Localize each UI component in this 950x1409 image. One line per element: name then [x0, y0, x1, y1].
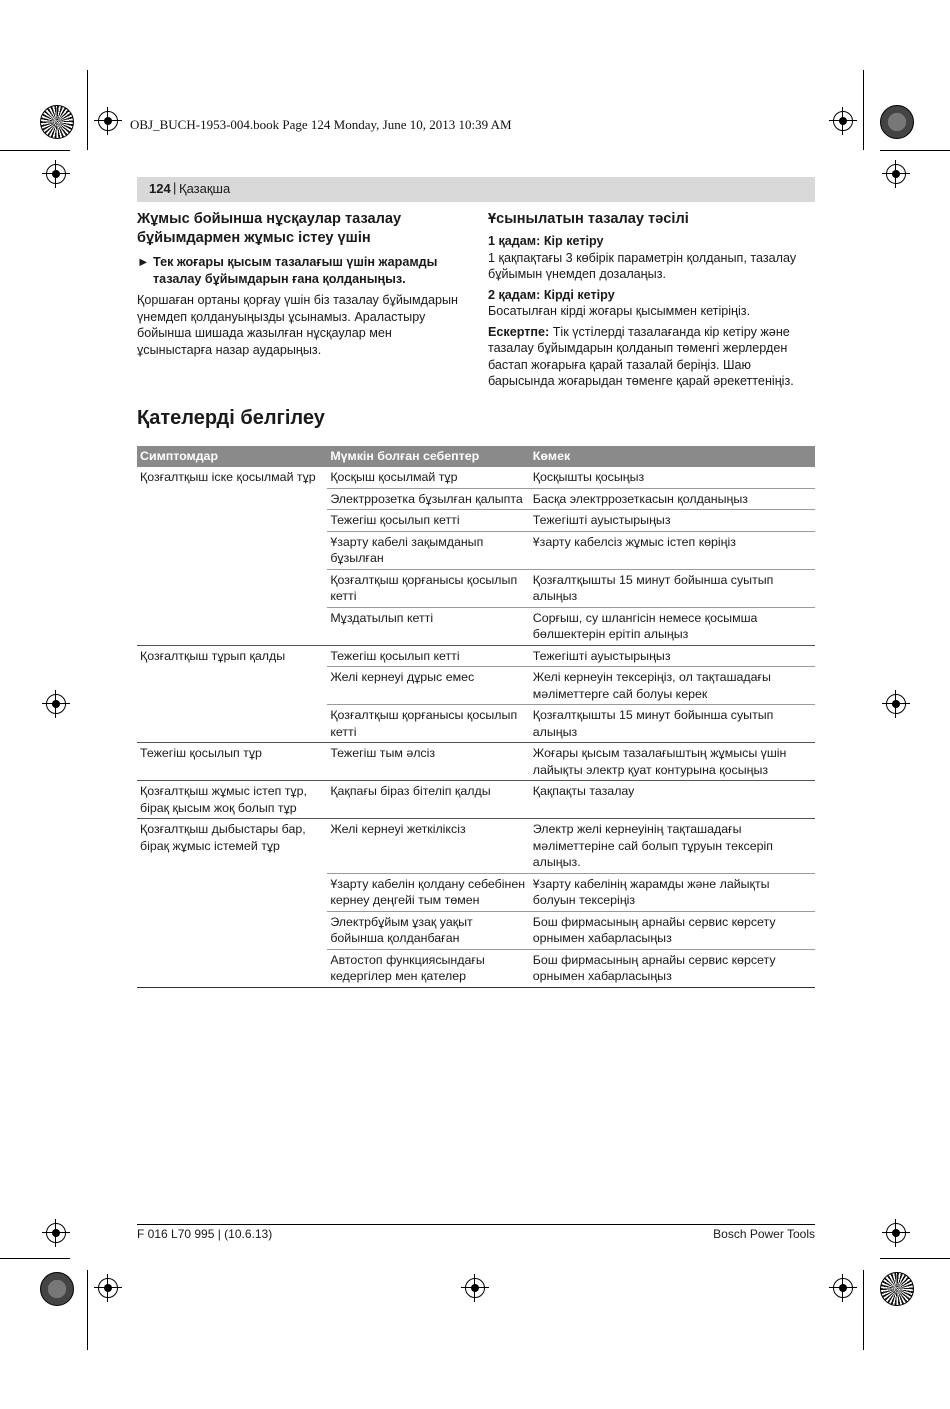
cause-cell: Ұзарту кабелін қолдану себебінен кернеу деңгейі тым төмен: [327, 873, 529, 911]
crop-mark: [0, 150, 70, 151]
bullet-text: Тек жоғары қысым тазалағыш үшін жарамды тазалау бұйымдарын ғана қолданыңыз.: [153, 255, 438, 286]
crop-mark: [863, 1270, 864, 1350]
note-text: Тік үстілерді тазалағанда кір кетіру және тазалау бұйымдарын қолданып төменгі жерлерден бастап жоғарыға қарай тазалай беріңіз. Шаю барысында жоғарыдан төменге қарай әрекеттеніңіз.: [488, 324, 794, 388]
remedy-cell: Басқа электррозеткасын қолданыңыз: [530, 488, 815, 510]
remedy-cell: Қозғалтқышты 15 минут бойынша суытып алыңыз: [530, 705, 815, 743]
step1-title: 1 қадам: Кір кетіру: [488, 234, 604, 248]
crop-mark: [863, 70, 864, 150]
registration-mark-icon: [882, 690, 910, 718]
page-number: 124: [149, 181, 171, 196]
left-heading: Жұмыс бойынша нұсқаулар тазалау бұйымдармен жұмыс істеу үшін: [137, 211, 402, 246]
cause-cell: Желі кернеуі дұрыс емес: [327, 667, 529, 705]
gray-disc-icon: [880, 105, 914, 139]
symptom-cell: [137, 488, 327, 510]
table-row: [137, 645, 815, 667]
table-row: [137, 607, 815, 645]
cause-cell: Қозғалтқыш қорғанысы қосылып кетті: [327, 569, 529, 607]
symptom-cell: [137, 667, 327, 705]
note: [488, 324, 815, 390]
cause-cell: Тежегіш қосылып кетті: [327, 645, 529, 667]
remedy-cell: Ұзарту кабелінің жарамды және лайықты болуын тексеріңіз: [530, 873, 815, 911]
color-wheel-icon: [880, 1272, 914, 1306]
table-row: [137, 705, 815, 743]
symptom-cell: [137, 510, 327, 532]
table-row: [137, 911, 815, 949]
step1-text: 1 қақпақтағы 3 көбірік параметрін қолданып, тазалау бұйымын үнемдеп дозалаңыз.: [488, 250, 797, 281]
remedy-cell: Бош фирмасының арнайы сервис көрсету орнымен хабарласыңыз: [530, 949, 815, 987]
registration-mark-icon: [882, 160, 910, 188]
remedy-cell: Жоғары қысым тазалағыштың жұмысы үшін лайықты электр қуат контурына қосыңыз: [530, 743, 815, 781]
remedy-cell: Қақпақты тазалау: [530, 781, 815, 819]
remedy-cell: Электр желі кернеуінің тақташадағы мәліметтеріне сай болып тұруын тексеріп алыңыз.: [530, 819, 815, 874]
cause-cell: Қақпағы біраз бітеліп қалды: [327, 781, 529, 819]
remedy-cell: Ұзарту кабелсіз жұмыс істеп көріңіз: [530, 531, 815, 569]
symptom-cell: [137, 531, 327, 569]
table-row: [137, 510, 815, 532]
symptom-cell: Қозғалтқыш жұмыс істеп тұр, бірақ қысым жоқ болып тұр: [137, 781, 327, 819]
registration-mark-icon: [94, 107, 122, 135]
remedy-cell: Қосқышты қосыңыз: [530, 467, 815, 488]
note-label: Ескертпе:: [488, 324, 550, 339]
cause-cell: Қосқыш қосылмай тұр: [327, 467, 529, 488]
left-paragraph: Қоршаған ортаны қорғау үшін біз тазалау бұйымдарын үнемдеп қолдануыңызды ұсынамыз. Араластыру бойынша шишада жазылған нұсқаулар мен ұсыныстарға назар аударыңыз.: [137, 293, 458, 357]
table-row: [137, 488, 815, 510]
section-title: Қателерді белгілеу: [137, 407, 325, 429]
table-row: [137, 781, 815, 819]
table-row: [137, 569, 815, 607]
cause-cell: Тежегіш қосылып кетті: [327, 510, 529, 532]
remedy-cell: Сорғыш, су шлангісін немесе қосымша бөлшектерін ерітіп алыңыз: [530, 607, 815, 645]
table-row: [137, 743, 815, 781]
cause-cell: Ұзарту кабелі зақымданып бұзылған: [327, 531, 529, 569]
remedy-cell: Тежегішті ауыстырыңыз: [530, 510, 815, 532]
footer-rule: [137, 1224, 815, 1225]
table-row: [137, 819, 815, 874]
remedy-cell: Желі кернеуін тексеріңіз, ол тақташадағы мәліметтерге сай болуы керек: [530, 667, 815, 705]
table-row: [137, 531, 815, 569]
crop-mark: [87, 1270, 88, 1350]
symptom-cell: Қозғалтқыш тұрып қалды: [140, 648, 286, 663]
cause-cell: Қозғалтқыш қорғанысы қосылып кетті: [327, 705, 529, 743]
left-column: [137, 210, 462, 358]
symptom-cell: [137, 911, 327, 949]
table-row: [137, 949, 815, 987]
cause-cell: Электррозетка бұзылған қалыпта: [327, 488, 529, 510]
registration-mark-icon: [42, 690, 70, 718]
table-header-row: [137, 446, 815, 467]
page-header-bar: [137, 177, 815, 202]
header-separator: |: [173, 180, 177, 195]
registration-mark-icon: [461, 1274, 489, 1302]
table-row: [137, 667, 815, 705]
table-row: [137, 467, 815, 488]
bullet-arrow-icon: ►: [137, 255, 150, 269]
crop-mark: [0, 1258, 70, 1259]
column-header: Көмек: [530, 446, 815, 467]
symptom-cell: [137, 607, 327, 645]
registration-mark-icon: [829, 1274, 857, 1302]
cause-cell: Желі кернеуі жеткіліксіз: [327, 819, 529, 874]
symptom-cell: [137, 569, 327, 607]
symptom-cell: Қозғалтқыш дыбыстары бар, бірақ жұмыс істемей тұр: [140, 822, 306, 853]
registration-mark-icon: [882, 1219, 910, 1247]
registration-mark-icon: [829, 107, 857, 135]
step2-text: Босатылған кірді жоғары қысыммен кетіріңіз.: [488, 304, 751, 318]
footer-brand: Bosch Power Tools: [713, 1227, 815, 1241]
cause-cell: Автостоп функциясындағы кедергілер мен қателер: [327, 949, 529, 987]
book-info-line: OBJ_BUCH-1953-004.book Page 124 Monday, June 10, 2013 10:39 AM: [130, 117, 512, 132]
language-label: Қазақша: [179, 181, 231, 196]
registration-mark-icon: [94, 1274, 122, 1302]
column-header: Мүмкін болған себептер: [327, 446, 529, 467]
registration-mark-icon: [42, 160, 70, 188]
registration-mark-icon: [42, 1219, 70, 1247]
color-wheel-icon: [40, 105, 74, 139]
symptom-cell: [137, 873, 327, 911]
remedy-cell: Тежегішті ауыстырыңыз: [530, 645, 815, 667]
right-column: [488, 210, 815, 390]
symptom-cell: Қозғалтқыш іске қосылмай тұр: [140, 470, 316, 484]
crop-mark: [880, 1258, 950, 1259]
crop-mark: [87, 70, 88, 150]
bullet-item: [137, 254, 462, 287]
footer-document-code: F 016 L70 995 | (10.6.13): [137, 1227, 273, 1241]
remedy-cell: Қозғалтқышты 15 минут бойынша суытып алыңыз: [530, 569, 815, 607]
gray-disc-icon: [40, 1272, 74, 1306]
step2-title: 2 қадам: Кірді кетіру: [488, 287, 615, 302]
crop-mark: [880, 150, 950, 151]
remedy-cell: Бош фирмасының арнайы сервис көрсету орнымен хабарласыңыз: [530, 911, 815, 949]
symptom-cell: Тежегіш қосылып тұр: [137, 743, 327, 781]
cause-cell: Тежегіш тым әлсіз: [327, 743, 529, 781]
table-row: [137, 873, 815, 911]
fault-table: [137, 446, 815, 988]
column-header: Симптомдар: [137, 446, 327, 467]
symptom-cell: [137, 949, 327, 987]
cause-cell: Мұздатылып кетті: [327, 607, 529, 645]
right-heading: Ұсынылатын тазалау тәсілі: [488, 211, 689, 227]
symptom-cell: [137, 705, 327, 743]
cause-cell: Электрбұйым ұзақ уақыт бойынша қолданбаған: [327, 911, 529, 949]
